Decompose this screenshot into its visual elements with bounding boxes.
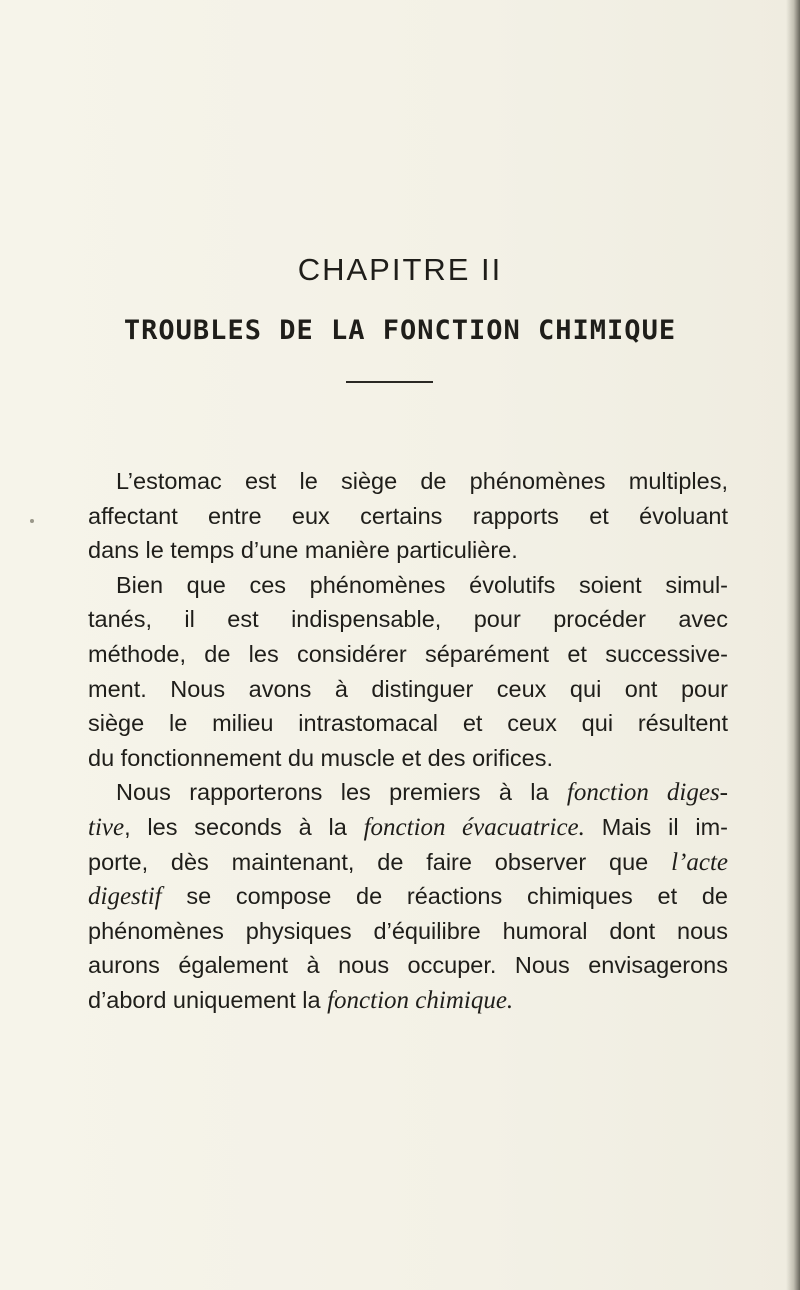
- text-line: aurons également à nous occuper. Nous envisagerons: [88, 952, 728, 979]
- paper-speck: [30, 519, 34, 523]
- text-line: Bien que ces phénomènes évolutifs soient simul-: [116, 571, 728, 598]
- section-title: TROUBLES DE LA FONCTION CHIMIQUE: [123, 315, 677, 346]
- text-line: porte, dès maintenant, de faire observer que l’acte: [88, 848, 728, 876]
- text-line: ment. Nous avons à distinguer ceux qui ont pour: [88, 675, 728, 702]
- text-line: phénomènes physiques d’équilibre humoral dont nous: [88, 917, 728, 944]
- body-text: [88, 464, 728, 1018]
- title-rule: [346, 381, 433, 383]
- text-line: du fonctionnement du muscle et des orifices.: [88, 744, 554, 771]
- text-line: Nous rapporterons les premiers à la fonction diges-: [116, 779, 729, 807]
- text-line: tive, les seconds à la fonction évacuatrice. Mais il im-: [88, 813, 728, 841]
- text-line: tanés, il est indispensable, pour procéder avec: [88, 606, 728, 633]
- text-line: d’abord uniquement la fonction chimique.: [88, 986, 514, 1014]
- text-line: dans le temps d’une manière particulière.: [88, 537, 518, 564]
- text-line: méthode, de les considérer séparément et successive-: [88, 640, 728, 667]
- text-line: siège le milieu intrastomacal et ceux qui résultent: [88, 710, 728, 737]
- page-edge-shadow: [786, 0, 800, 1290]
- text-line: digestif se compose de réactions chimiques et de: [88, 883, 728, 911]
- text-line: affectant entre eux certains rapports et évoluant: [88, 502, 728, 529]
- text-line: L’estomac est le siège de phénomènes multiples,: [116, 468, 728, 494]
- chapter-heading: CHAPITRE II: [297, 252, 503, 287]
